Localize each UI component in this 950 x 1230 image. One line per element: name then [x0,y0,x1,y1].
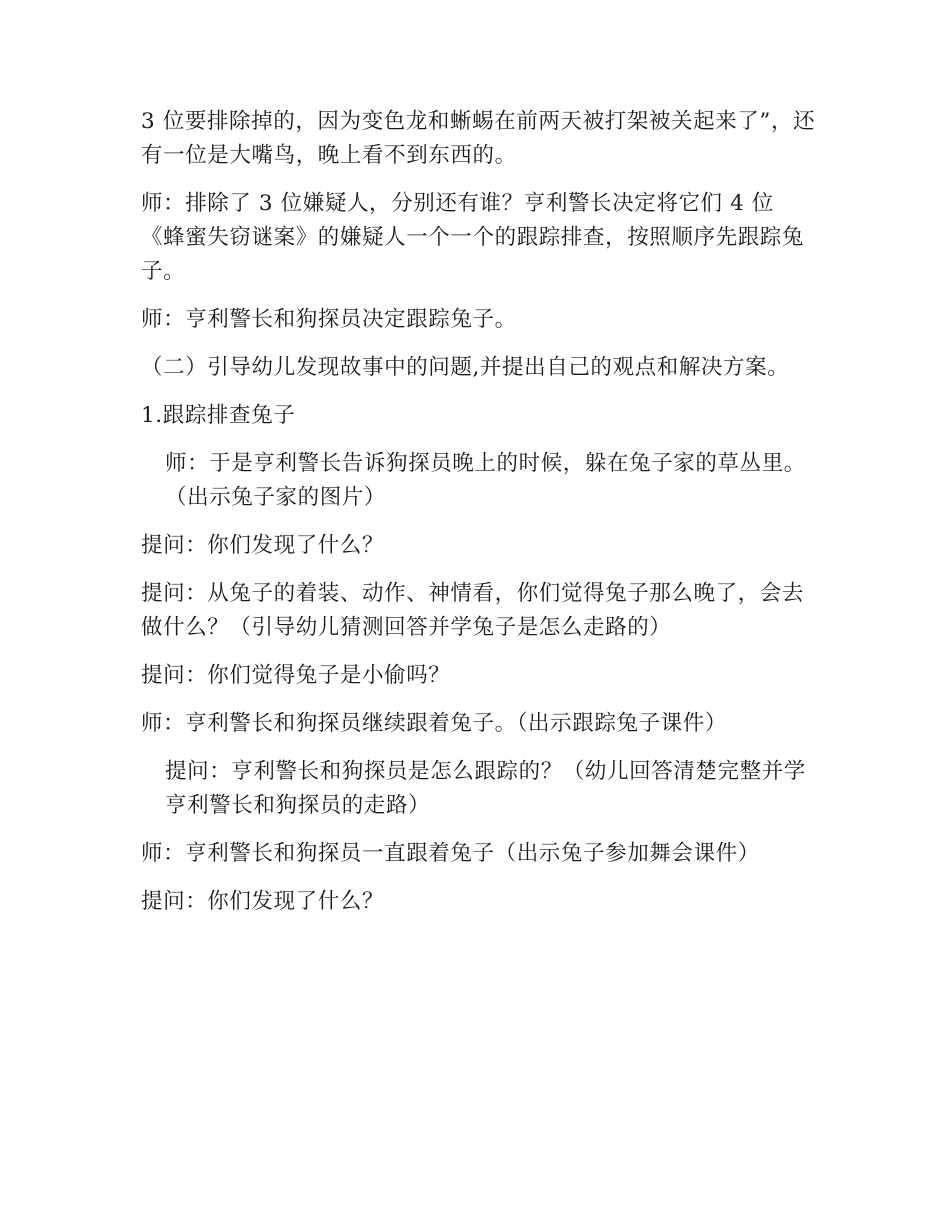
paragraph: 3 位要排除掉的，因为变色龙和蜥蜴在前两天被打架被关起来了”，还有一位是大嘴鸟，晚上看不到东西的。 [141,109,816,168]
paragraph: 师：亨利警长和狗探员决定跟踪兔子。 [141,307,517,332]
paragraph: 师：排除了 3 位嫌疑人，分别还有谁？亨利警长决定将它们 4 位《蜂蜜失窃谜案》的嫌疑人一个一个的跟踪排查，按照顺序先跟踪兔子。 [141,191,805,284]
paragraph: 提问：从兔子的着装、动作、神情看，你们觉得兔子那么晚了，会去做什么？（引导幼儿猜测回答并学兔子是怎么走路的） [141,581,805,640]
paragraph: 师：于是亨利警长告诉狗探员晚上的时候，躲在兔子家的草丛里。（出示兔子家的图片） [165,451,806,510]
paragraph: 师：亨利警长和狗探员一直跟着兔子（出示兔子参加舞会课件） [141,841,760,866]
document-body [141,105,816,933]
section-heading: （二）引导幼儿发现故事中的问题,并提出自己的观点和解决方案。 [141,355,790,380]
paragraph: 提问：亨利警长和狗探员是怎么跟踪的？（幼儿回答清楚完整并学亨利警长和狗探员的走路） [165,759,806,818]
subsection-heading: 1.跟踪排查兔子 [141,403,296,428]
paragraph: 提问：你们觉得兔子是小偷吗？ [141,663,451,688]
paragraph: 提问：你们发现了什么？ [141,889,385,914]
paragraph: 提问：你们发现了什么？ [141,533,385,558]
paragraph: 师：亨利警长和狗探员继续跟着兔子。（出示跟踪兔子课件） [141,711,727,736]
